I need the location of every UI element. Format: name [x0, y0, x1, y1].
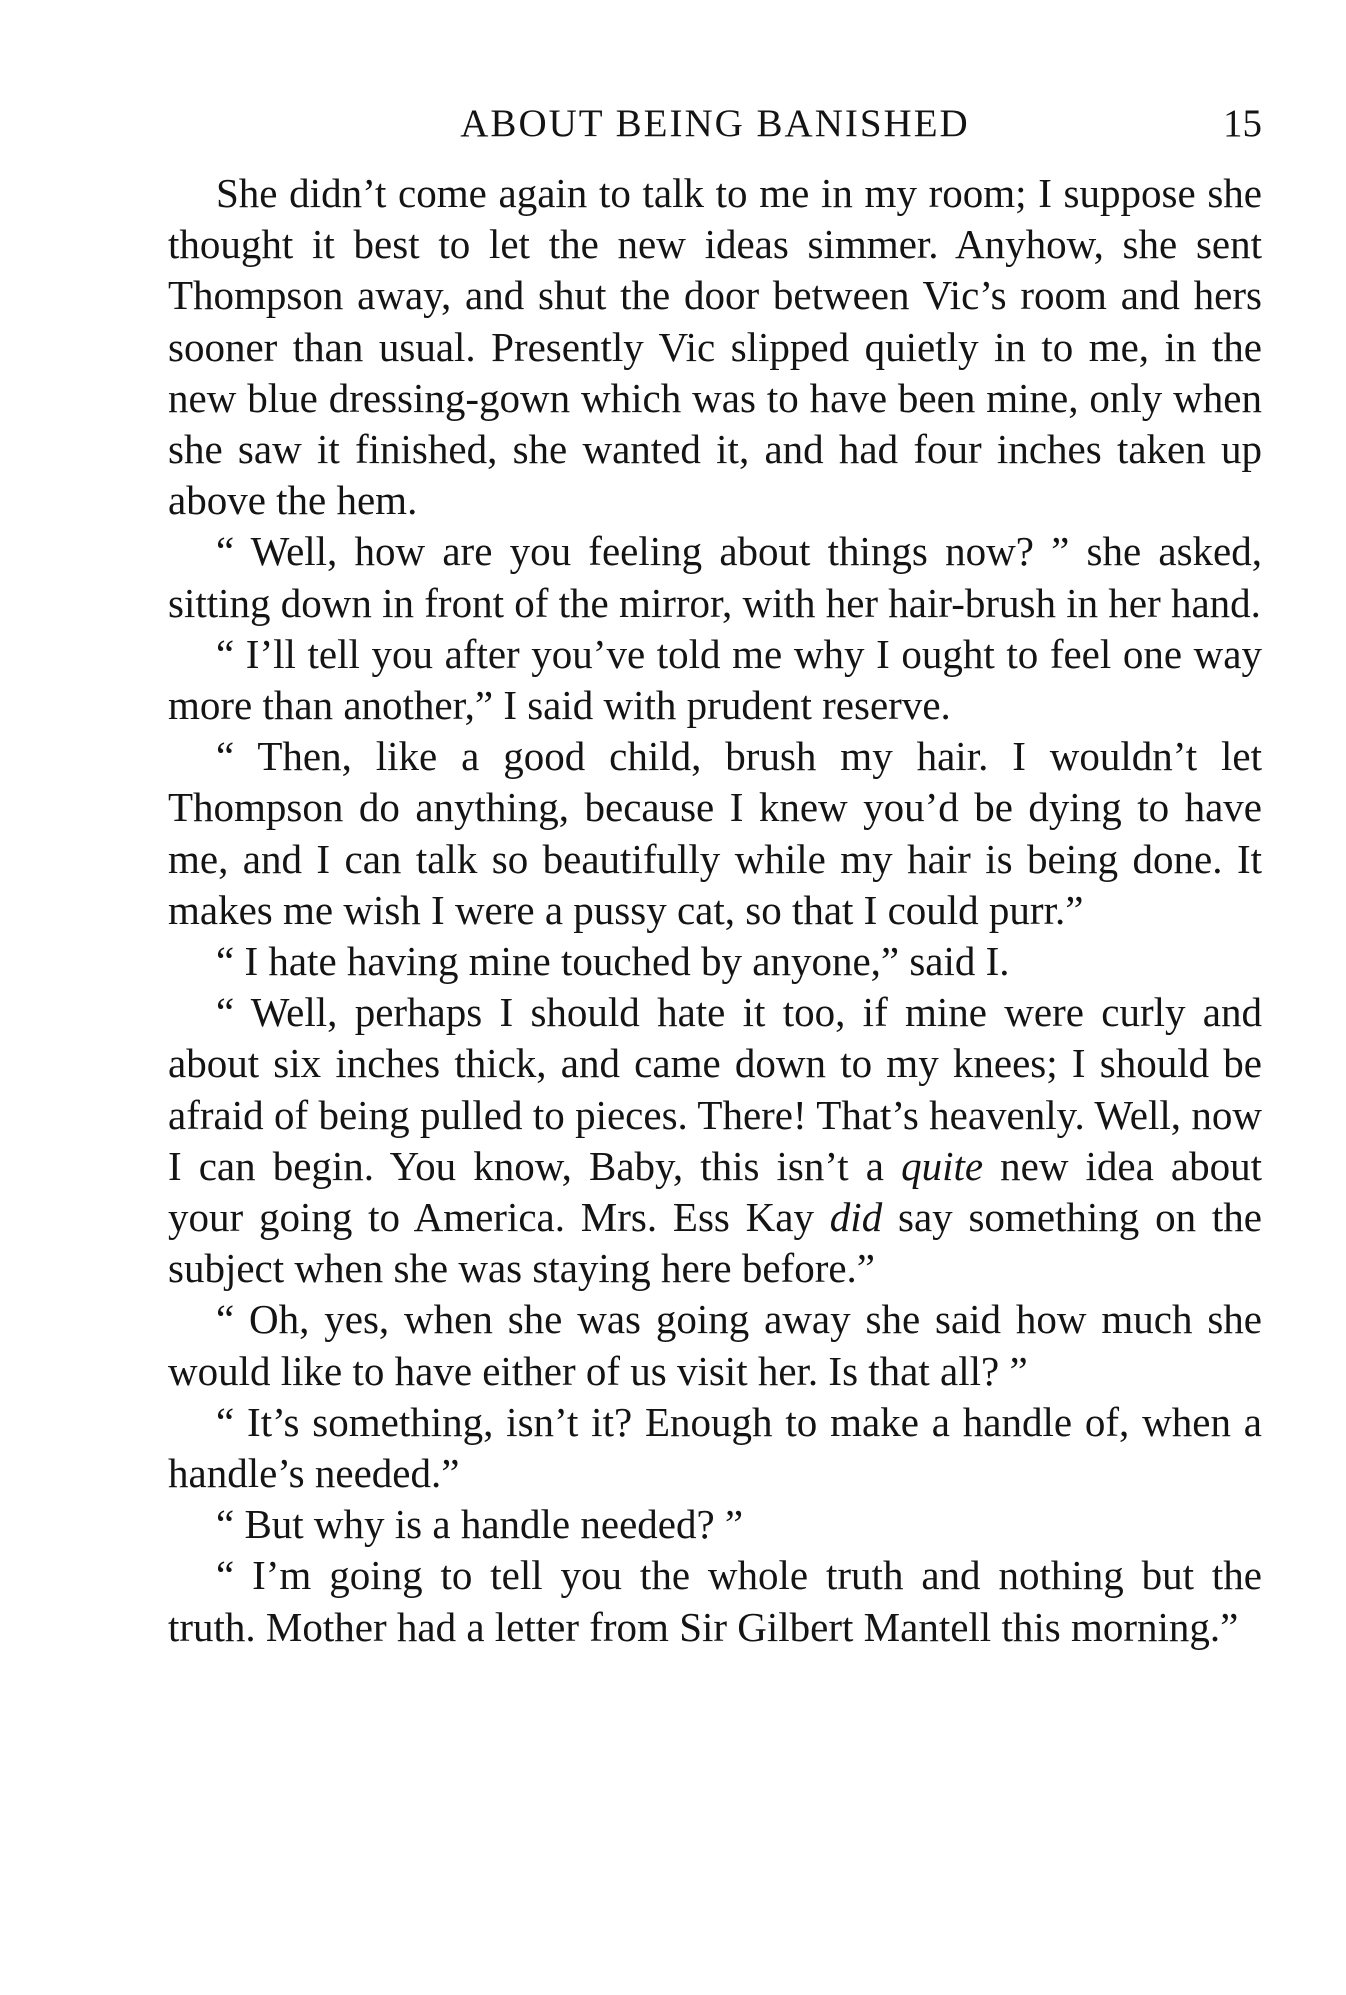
paragraph-5: “ I hate having mine touched by anyone,” said I.: [216, 938, 1010, 985]
paragraph-8: “ It’s something, isn’t it? Enough to make a handle of, when a handle’s needed.”: [168, 1398, 1262, 1497]
body-text: [168, 168, 1262, 1653]
paragraph-2: “ Well, how are you feeling about things now? ” she asked, sitting down in front of the mirror, with her hair-brush in her hand.: [168, 528, 1262, 626]
paragraph-6-part-3: say something on the subject when she was staying here before.”: [168, 1194, 1262, 1292]
emphasis-quite: quite: [901, 1142, 984, 1189]
paragraph-4: “ Then, like a good child, brush my hair. I wouldn’t let Thompson do anything, because I knew you’d be dying to have me, and I can talk so beautifully while my hair is being done. It makes me wish I were a pussy cat, so that I could purr.”: [168, 733, 1262, 933]
paragraph-10: “ I’m going to tell you the whole truth and nothing but the truth. Mother had a letter from Sir Gilbert Mantell this morning.”: [168, 1552, 1262, 1650]
page-number: 15: [1223, 102, 1262, 145]
paragraph-6-part-2: new idea about your going to America. Mrs. Ess Kay: [168, 1142, 1262, 1241]
emphasis-did: did: [829, 1194, 883, 1241]
paragraph-1: She didn’t come again to talk to me in my room; I suppose she thought it best to let the new ideas simmer. Anyhow, she sent Thompson away, and shut the door between Vic’s room and hers sooner than usual. Presently Vic slipped quietly in to me, in the new blue dressing-gown which was to have been mine, only when she saw it finished, she wanted it, and had four inches taken up above the hem.: [168, 170, 1262, 524]
running-title: ABOUT BEING BANISHED: [460, 102, 970, 145]
running-head: [168, 98, 1262, 150]
paragraph-7: “ Oh, yes, when she was going away she said how much she would like to have either of us visit her. Is that all? ”: [168, 1296, 1262, 1394]
paragraph-6: [168, 987, 1262, 1294]
paragraph-6-part-1: “ Well, perhaps I should hate it too, if mine were curly and about six inches thick, and came down to my knees; I should be afraid of being pulled to pieces. There! That’s heavenly. Well, now I can begin. You know, Baby, this isn’t a: [168, 989, 1262, 1189]
paragraph-9: “ But why is a handle needed? ”: [216, 1501, 744, 1548]
paragraph-3: “ I’ll tell you after you’ve told me why I ought to feel one way more than another,” I said with prudent reserve.: [168, 630, 1262, 729]
